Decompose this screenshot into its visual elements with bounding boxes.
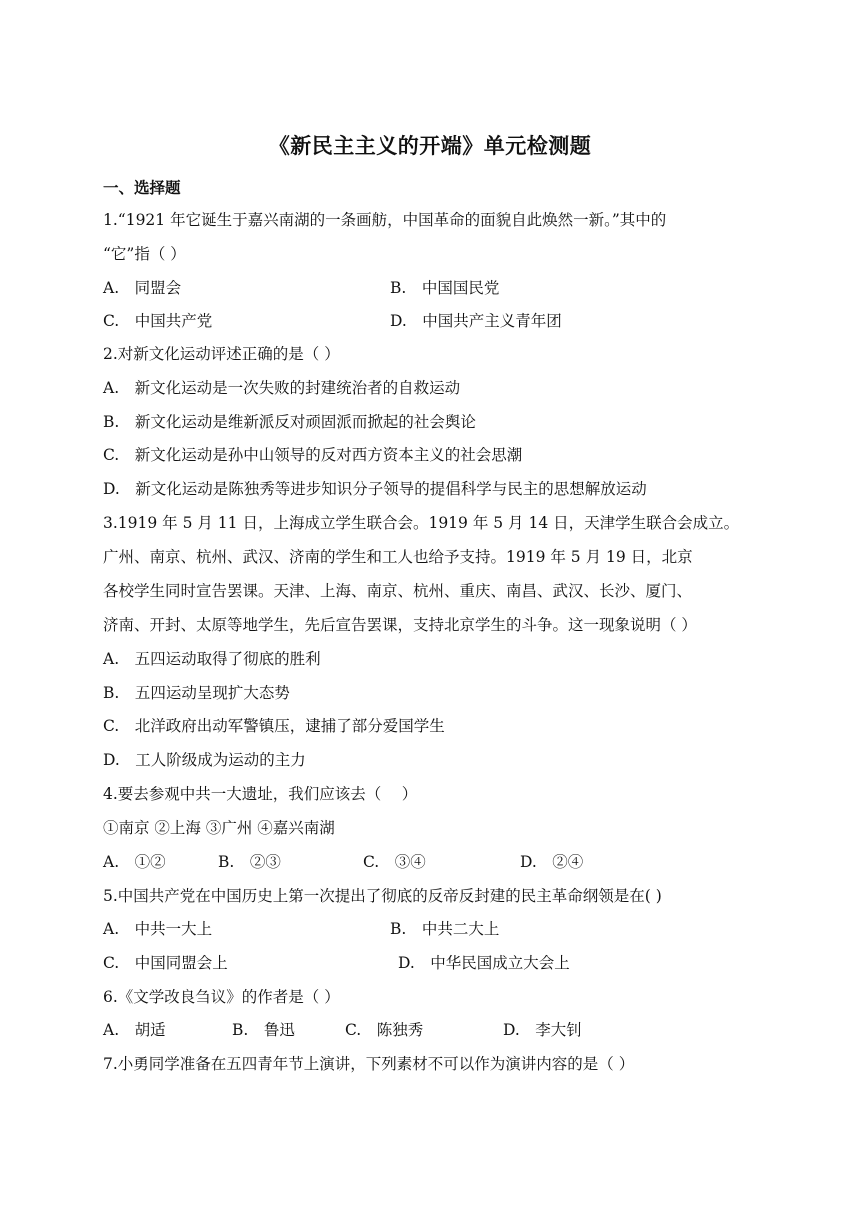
question-1-option-b: B. 中国国民党 [390,279,500,297]
question-6-option-a: A. 胡适 [103,1021,166,1039]
question-1-option-a: A. 同盟会 [103,279,182,297]
section-heading: 一、选择题 [103,179,181,197]
question-6-option-c: C. 陈独秀 [345,1021,424,1039]
question-1-stem: 1.“1921 年它诞生于嘉兴南湖的一条画舫，中国革命的面貌自此焕然一新。”其中的 [103,211,667,229]
question-2-option-b: B. 新文化运动是维新派反对顽固派而掀起的社会舆论 [103,413,476,431]
question-3-stem-cont-3: 济南、开封、太原等地学生，先后宣告罢课，支持北京学生的斗争。这一现象说明（ ） [103,616,697,634]
question-5-stem: 5.中国共产党在中国历史上第一次提出了彻底的反帝反封建的民主革命纲领是在( ) [103,887,662,905]
question-4-choices: ①南京 ②上海 ③广州 ④嘉兴南湖 [103,819,335,837]
question-2-option-a: A. 新文化运动是一次失败的封建统治者的自救运动 [103,379,461,397]
question-4-option-b: B. ②③ [218,853,281,871]
question-2-stem: 2.对新文化运动评述正确的是（ ） [103,345,340,363]
question-2-option-d: D. 新文化运动是陈独秀等进步知识分子领导的提倡科学与民主的思想解放运动 [103,480,647,498]
question-6-stem: 6.《文学改良刍议》的作者是（ ） [103,988,340,1006]
question-3-option-c: C. 北洋政府出动军警镇压，逮捕了部分爱国学生 [103,717,445,735]
question-3-option-a: A. 五四运动取得了彻底的胜利 [103,650,321,668]
question-1-stem-cont: “它”指（ ） [103,245,186,263]
question-4-stem: 4.要去参观中共一大遗址，我们应该去（ ） [103,785,418,803]
question-3-option-d: D. 工人阶级成为运动的主力 [103,751,306,769]
question-5-option-b: B. 中共二大上 [390,920,500,938]
page-title: 《新民主主义的开端》单元检测题 [268,134,592,158]
question-3-stem-cont-2: 各校学生同时宣告罢课。天津、上海、南京、杭州、重庆、南昌、武汉、长沙、厦门、 [103,582,693,600]
question-1-option-c: C. 中国共产党 [103,312,213,330]
question-3-stem-cont-1: 广州、南京、杭州、武汉、济南的学生和工人也给予支持。1919 年 5 月 19 日，北京 [103,548,693,566]
question-4-option-d: D. ②④ [520,853,584,871]
question-5-option-d: D. 中华民国成立大会上 [398,954,570,972]
question-6-option-b: B. 鲁迅 [232,1021,295,1039]
question-3-stem: 3.1919 年 5 月 11 日，上海成立学生联合会。1919 年 5 月 14 日，天津学生联合会成立。 [103,514,740,532]
question-4-option-c: C. ③④ [363,853,426,871]
question-5-option-c: C. 中国同盟会上 [103,954,228,972]
question-2-option-c: C. 新文化运动是孙中山领导的反对西方资本主义的社会思潮 [103,446,523,464]
question-5-option-a: A. 中共一大上 [103,920,213,938]
question-3-option-b: B. 五四运动呈现扩大态势 [103,684,290,702]
question-6-option-d: D. 李大钊 [503,1021,582,1039]
question-4-option-a: A. ①② [103,853,166,871]
question-7-stem: 7.小勇同学准备在五四青年节上演讲，下列素材不可以作为演讲内容的是（ ） [103,1055,635,1073]
question-1-option-d: D. 中国共产主义青年团 [390,312,562,330]
